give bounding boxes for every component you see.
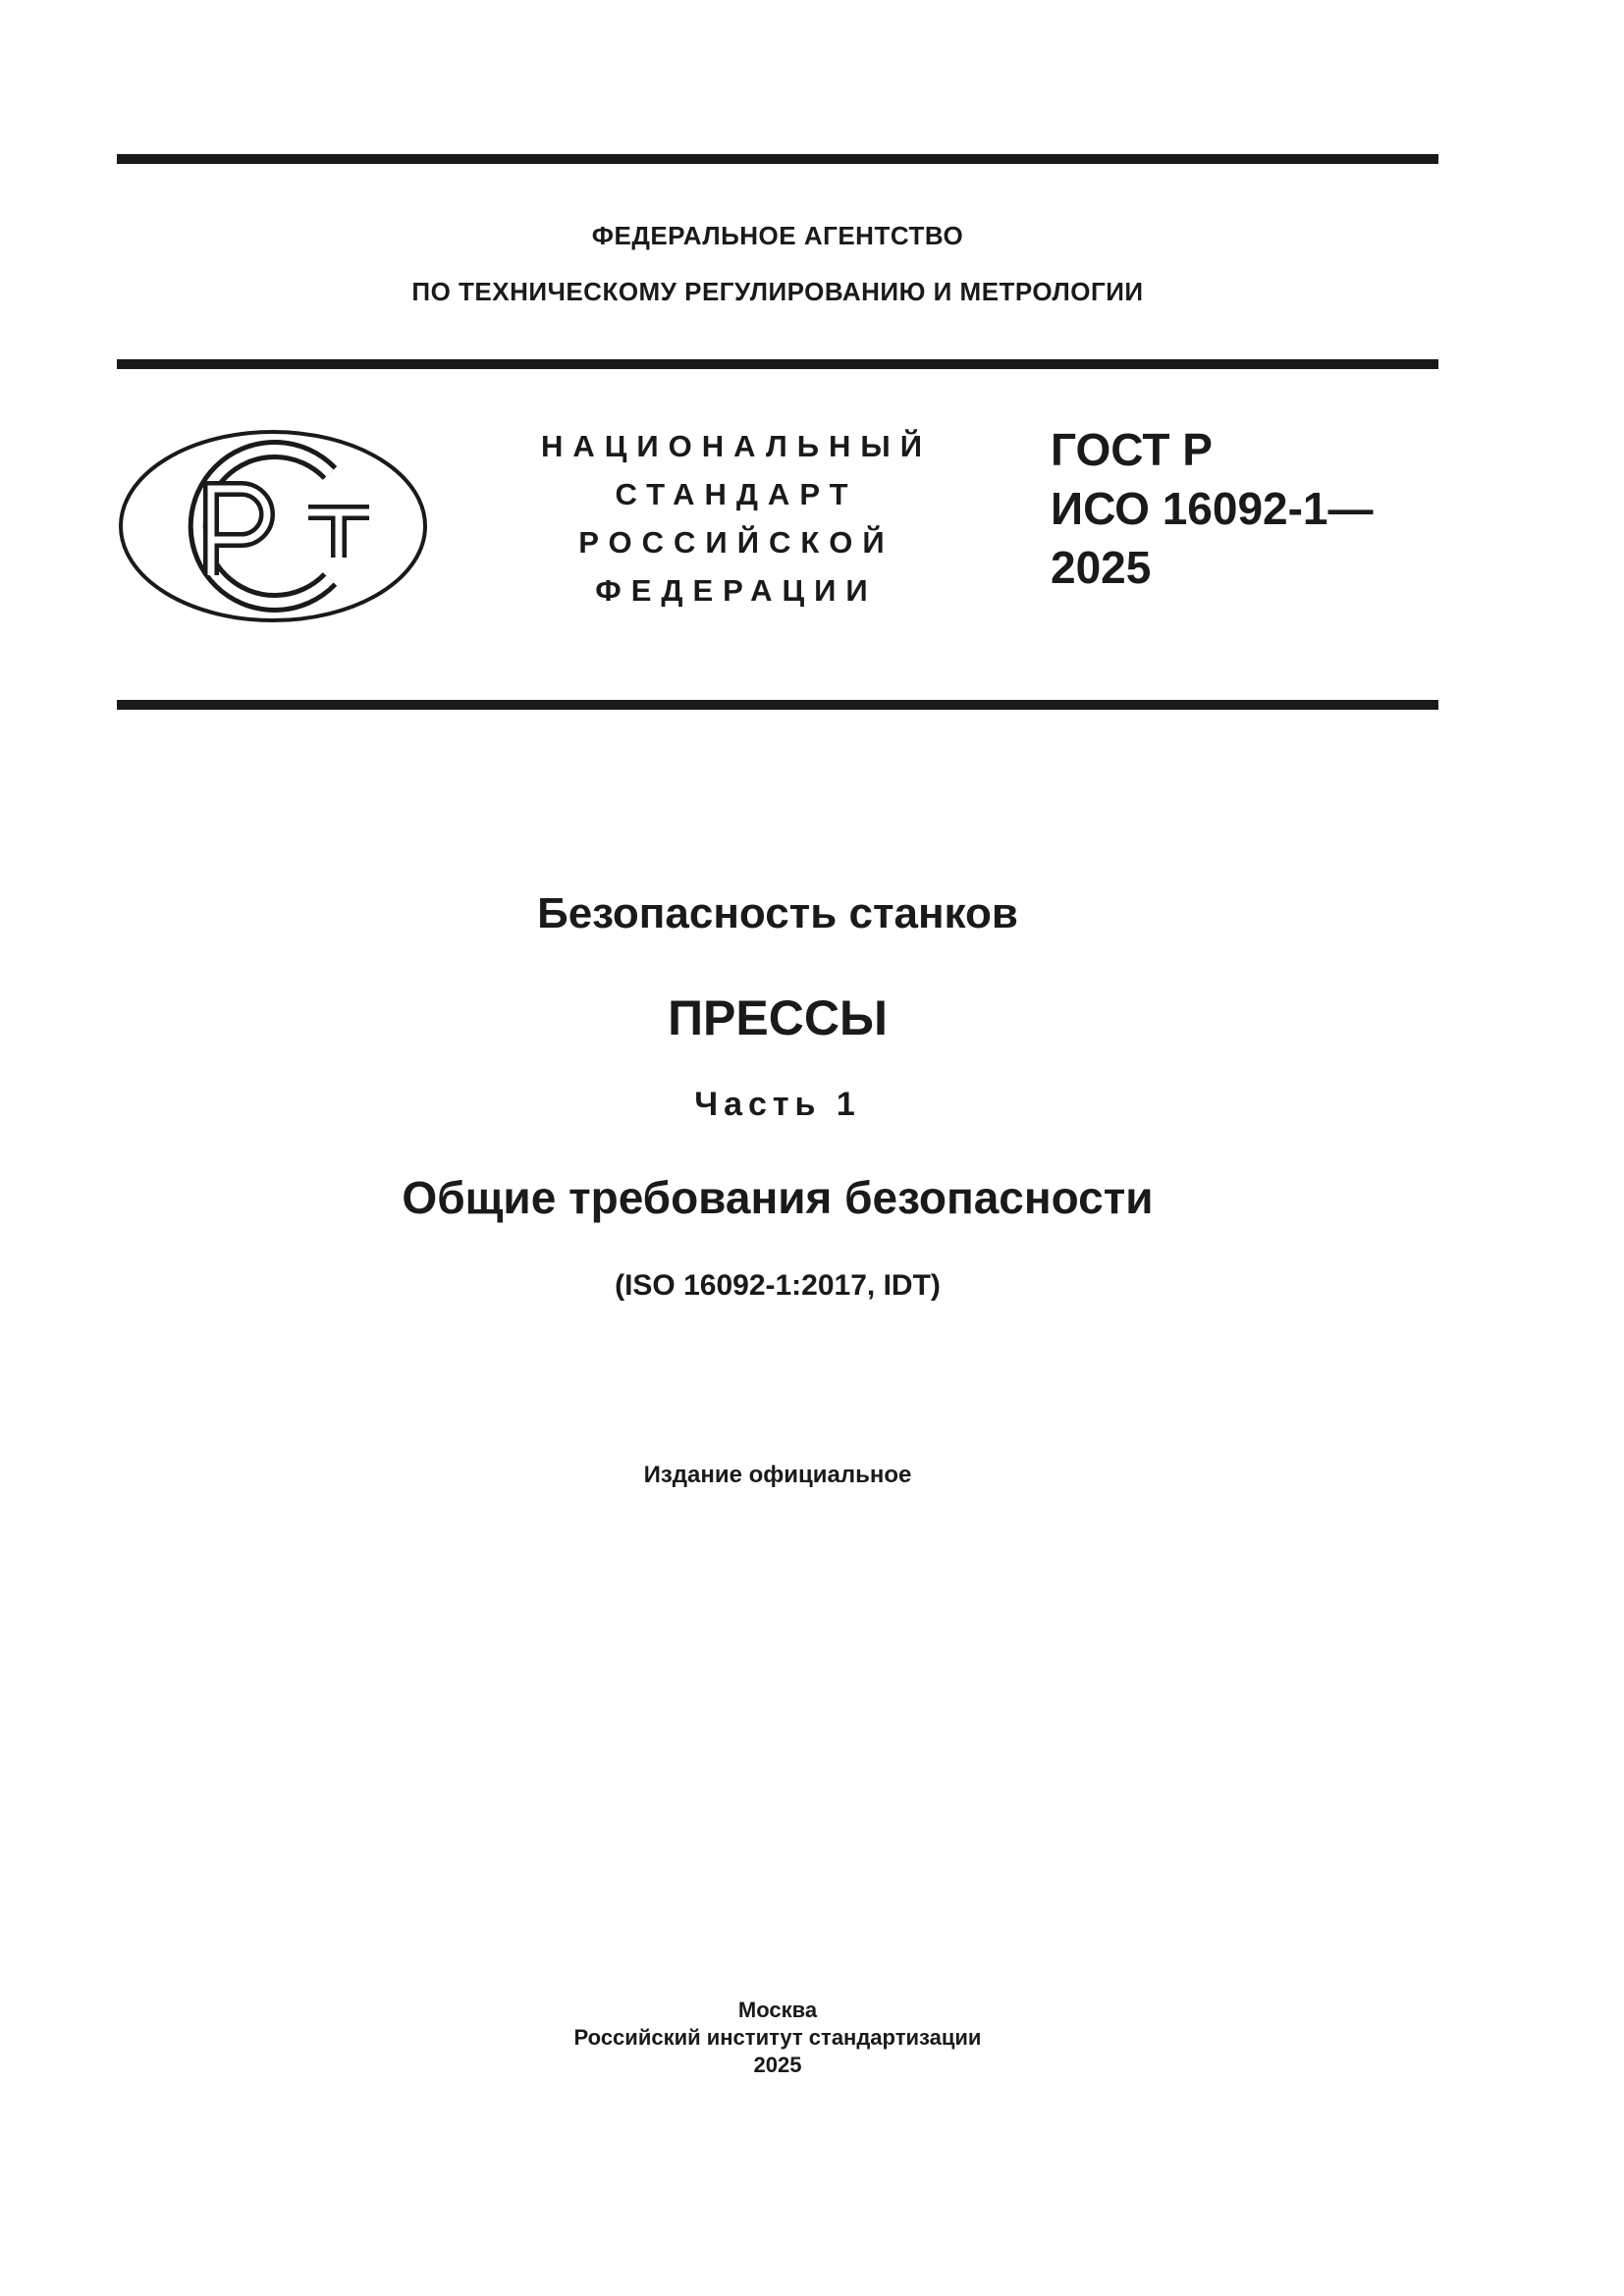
rst-certification-mark-icon xyxy=(116,428,430,624)
header-bottom-rule xyxy=(117,700,1438,710)
document-subject: ПРЕССЫ xyxy=(668,990,888,1045)
standard-type-line: РОССИЙСКОЙ xyxy=(578,525,894,560)
agency-name-line-2: ПО ТЕХНИЧЕСКОМУ РЕГУЛИРОВАНИЮ И МЕТРОЛОГИИ xyxy=(411,277,1144,306)
designation-line: ИСО 16092-1— xyxy=(1051,483,1374,534)
standard-type-line: НАЦИОНАЛЬНЫЙ xyxy=(540,429,933,463)
publisher-institute: Российский институт стандартизации xyxy=(573,2025,982,2050)
header-divider-rule xyxy=(117,359,1438,369)
publisher-city: Москва xyxy=(737,1998,818,2022)
standard-type-block xyxy=(511,422,962,614)
edition-label: Издание официальное xyxy=(643,1462,912,1488)
designation-line: 2025 xyxy=(1051,542,1152,593)
iso-reference: (ISO 16092-1:2017, IDT) xyxy=(615,1269,941,1302)
designation-line: ГОСТ Р xyxy=(1051,424,1213,475)
agency-name-line-1: ФЕДЕРАЛЬНОЕ АГЕНТСТВО xyxy=(591,221,964,250)
standard-designation xyxy=(1051,420,1424,597)
standard-type-line: СТАНДАРТ xyxy=(615,477,858,511)
standard-type-line: ФЕДЕРАЦИИ xyxy=(595,573,878,608)
top-rule xyxy=(117,154,1438,164)
publication-year: 2025 xyxy=(753,2053,802,2077)
document-part-title: Общие требования безопасности xyxy=(402,1172,1154,1223)
document-part-number: Часть 1 xyxy=(694,1086,861,1123)
document-title: Безопасность станков xyxy=(537,889,1018,937)
